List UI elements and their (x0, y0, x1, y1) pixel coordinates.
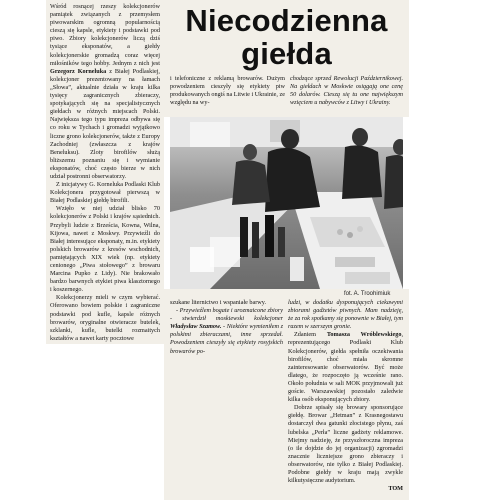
caption-p2b: - Niektóre wymieniłem z polskimi zbieraczami, inne sprzedał. Powodzeniem cieszyły się etykiety rosyjskich browarów po- (170, 323, 283, 355)
article-column-2-bottom (170, 299, 283, 369)
caption-p2: - Przywieźlem bogate i urozmaicone zbiory - stwierdził moskiewski kolekcjoner (170, 307, 283, 323)
col1-p4: Kolekcjonerzy mieli w czym wybierać. Oferowano bowiem polskie i zagraniczne podstawki pod kufle, kapsle różnych browarów, oryginalne otwieracze butelek, szklanki, kufle, butelki rozmaitych kształtów a nawet karty pocztowe (50, 294, 160, 342)
col1-p3: Wzięło w niej udział blisko 70 kolekcjonerów z Polski i krajów sąsiednich. Przybyli ludzie z Brześcia, Kowna, Wilna, Kijowa, nawet z Moskwy. Przywieźli do Białej interesujące eksponaty, m.in. etykiety polskich browarów z kresów wschodnich, pamiętających XIX wiek (np. etykiety cenionego „Piwa stołowego” z browaru Marcina Pupko z Lidy). Nie brakowało bardzo barwnych etykiet piwa klasztornego i koszernego. (50, 205, 160, 294)
caption-p1: szukane liternictwo i wspaniałe barwy. (170, 299, 266, 306)
person-name-wroblewski: Tomasza Wróblewskiego (326, 331, 402, 339)
exhibition-photo-graphic (170, 117, 403, 289)
person-name-korneluk: Grzegorz Korneluka (50, 67, 107, 75)
article-column-3-top: chodzące sprzed Rewolucji Październikowej. Na giełdach w Moskwie osiągają one cenę 50 dolarów. Cieszą się tu one największym wzięciem u nabywców z Litwy i Ukrainy. (290, 75, 403, 107)
col1-p1b: z Białej Podlaskiej, kolekcjoner prezentowany na łamach „Słowa”, aktualnie działa w kraju kilka tysięcy zagranicznych zbieraczy, spotykających się na specjalistycznych giełdach w różnych miejscach Polski. Największa tego typu impreza odbywa się co roku w Tychach i gromadzi wyjątkowo liczne grono kolekcjonerów, także z Europy Zachodniej (zwłaszcza z krajów Beneluksu). Zloty birofilów służą bliższemu poznaniu się i wymianie eksponatów, choć często bierze w nich udział postronni obserwatorzy. (50, 67, 160, 180)
person-name-szamow: Władysław Szamow. (170, 323, 222, 331)
col3-p2b: , reprezentującego Podlaski Klub Kolekcjonerów, giełda spełniła oczekiwania birofilów, choć miała skromne zainteresowanie obserwatorów. Być może dlatego, że rozpoczęto ją wcześnie rano. Około południa w sali MOK przyjmowali już goście. Warszawskiej pozostało zaledwie kilka osób eksponujących zbiory. (288, 331, 403, 404)
article-headline (164, 4, 409, 70)
photo-credit: fot. A. Troohimiuk (344, 291, 391, 297)
col3-p1: ludzi, w dodatku dysponujących ciekawymi zbiorami gadżetów piwnych. Mam nadzieję, że za rok spotkamy się ponownie w Białej, tym razem w szerszym gronie. (288, 299, 403, 331)
article-column-2-top: i telefoniczne z reklamą browarów. Dużym powodzeniem cieszyły się etykiety piw produkowanych ongiś na Litwie i Ukrainie, ze względu na wy- (170, 75, 285, 107)
col1-p1: Wśród rosnącej rzeszy kolekcjonerów pamiątek związanych z przemysłem piwowarskim ogromną popularnością cieszą się kapsle, etykiety i podstawki pod piwo. Zbiory kolekcjonerów liczą dziś tysiące eksponatów, a giełdy kolekcjonerskie gromadzą coraz więcej miłośników tego hobby. Jednym z nich jest (50, 3, 160, 67)
article-column-3-bottom (288, 299, 403, 495)
col3-p3: Dobrze spisały się browary sponsorujące giełdę. Browar „Hetman” z Krasnegostawu dostarczył dwa gatunki złocistego płynu, zaś lubelska „Perła” liczne gadżety reklamowe. Miejmy nadzieję, że przyszłoroczna impreza (o ile dojdzie do jej organizacji) zgromadzi znacznie liczniejsze grono zbieraczy i obserwatorów, nie tylko z Białej Podlaskiej. Podobne giełdy w kraju mają zwykle kilkutysięczne audytorium. (288, 404, 403, 485)
headline-line-2: giełda (241, 36, 332, 71)
exhibition-photo (170, 117, 403, 289)
headline-line-1: Niecodzienna (185, 3, 388, 38)
author-signature: TOM (388, 485, 403, 493)
col3-p2a: Zdaniem (294, 331, 316, 339)
col1-p2: Z inicjatywy G. Korneluka Podlaski Klub Kolekcjonera przygotował pierwszą w Białej Podlaskiej giełdę birofili. (50, 181, 160, 205)
article-column-1 (50, 3, 160, 343)
